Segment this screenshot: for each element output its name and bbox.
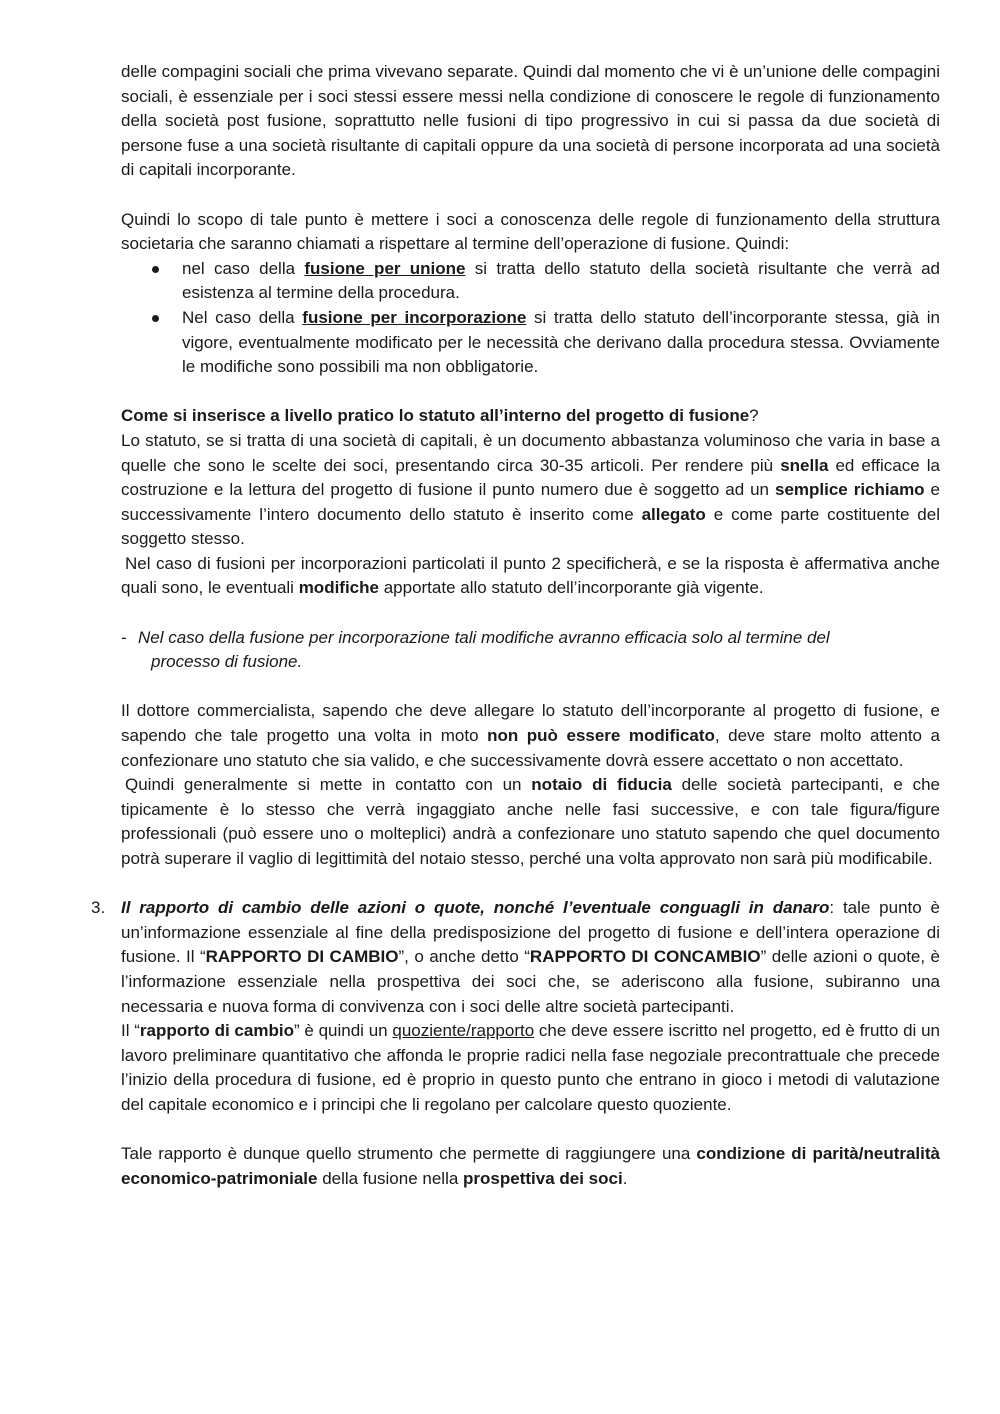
bullet-fusione-per-incorporazione: Nel caso della fusione per incorporazione si tratta dello statuto dell’incorporante stessa, già in vigore, eventualmente modificato per le necessità che derivano dalla procedura stessa. Ovviamente le modifiche sono possibili ma non obbligatorie. [121, 306, 940, 380]
paragraph-scopo: Quindi lo scopo di tale punto è mettere i soci a conoscenza delle regole di funzionamento della struttura societaria che saranno chiamati a rispettare al termine dell’operazione di fusione. Quindi: [121, 209, 940, 254]
statuto-bullet-list [121, 257, 940, 380]
bullet-icon [152, 315, 159, 322]
bullet-fusione-per-unione: nel caso della fusione per unione si tratta dello statuto della società risultante che verrà ad esistenza al termine della procedura. [121, 257, 940, 306]
paragraph-dottore: Il dottore commercialista, sapendo che deve allegare lo statuto dell’incorporante al progetto di fusione, e sapendo che tale progetto una volta in moto non può essere modificato, deve stare molto attento a confezionare uno statuto che sia valido, e che successivamente dovrà essere accettato o non accettato. [121, 701, 940, 770]
paragraph-notaio: Quindi generalmente si mette in contatto con un notaio di fiducia delle società partecipanti, e che tipicamente è lo stesso che verrà ingaggiato anche nelle fasi successive, e con tale figura/figure professionali (può essere uno o molteplici) andrà a confezionare uno statuto sapendo che quel documento potrà superare il vaglio di legittimità del notaio stesso, perché una volta approvato non sarà più modificabile. [121, 775, 941, 868]
paragraph-statuto: Lo statuto, se si tratta di una società di capitali, è un documento abbastanza voluminoso che varia in base a quelle che sono le scelte dei soci, presentando circa 30-35 articoli. Per rendere più snella ed efficace la costruzione e la lettura del progetto di fusione il punto numero due è soggetto ad un semplice richiamo e successivamente l’intero documento dello statuto è inserito come allegato e come parte costituente del soggetto stesso. [121, 430, 940, 549]
numbered-point-3 [91, 896, 940, 1117]
paragraph-quoziente: Il “rapporto di cambio” è quindi un quoziente/rapporto che deve essere iscritto nel progetto, ed è frutto di un lavoro preliminare quantitativo che affonda le proprie radici nella fase negoziale precontrattuale che precede l’inizio della procedura di fusione, ed è proprio in questo punto che entrano in gioco i metodi di valutazione del capitale economico e i principi che li regolano per calcolare questo quoziente. [121, 1021, 940, 1114]
point-number: 3. [91, 898, 106, 918]
term-fusione-per-incorporazione: fusione per incorporazione [302, 307, 527, 327]
paragraph-rapporto-cambio: Il rapporto di cambio delle azioni o quote, nonché l’eventuale conguagli in danaro: tale punto è un’informazione essenziale al fine della predisposizione del progetto di fusione e dell’intera operazione di fusione. Il “RAPPORTO DI CAMBIO”, o anche detto “RAPPORTO DI CONCAMBIO” delle azioni o quote, è l’informazione essenziale nella prospettiva dei soci che, se aderiscono alla fusione, subiranno una necessaria e nuova forma di convivenza con i soci delle altre società partecipanti. [121, 898, 940, 1016]
paragraph-condizione-parita: Tale rapporto è dunque quello strumento che permette di raggiungere una condizione di parità/neutralità economico-patrimoniale della fusione nella prospettiva dei soci. [121, 1144, 940, 1188]
paragraph-incorporazioni: Nel caso di fusioni per incorporazioni particolati il punto 2 specificherà, e se la risposta è affermativa anche quali sono, le eventuali modifiche apportate allo statuto dell’incorporante già vigente. [121, 553, 940, 598]
question-heading: Come si inserisce a livello pratico lo statuto all’interno del progetto di fusione? [121, 406, 759, 426]
paragraph-compagini: delle compagini sociali che prima vivevano separate. Quindi dal momento che vi è un’unione delle compagini sociali, è essenziale per i soci stessi essere messi nella condizione di conoscere le regole di funzionamento della società post fusione, soprattutto nelle fusioni di tipo progressivo in cui si passa da due società di persone fuse a una società risultante di capitali oppure da una società di persone incorporata ad una società di capitali incorporante. [121, 62, 940, 180]
term-fusione-per-unione: fusione per unione [304, 258, 466, 278]
dash-note-efficacia: - Nel caso della fusione per incorporazione tali modifiche avranno efficacia solo al termine del processo di fusione. [121, 627, 830, 672]
bullet-icon [152, 266, 159, 273]
